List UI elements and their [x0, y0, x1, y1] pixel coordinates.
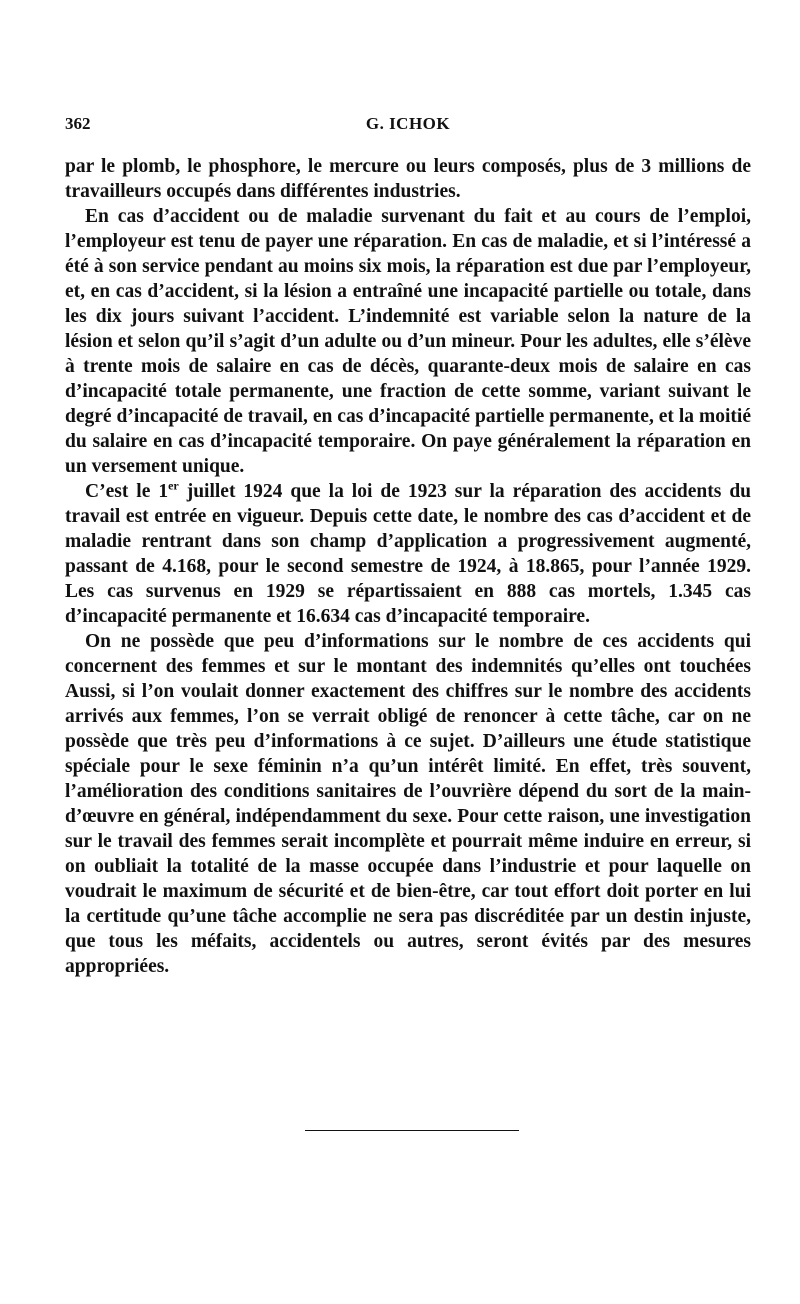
section-end-rule: [305, 1130, 519, 1131]
paragraph-women-accidents: On ne possède que peu d’informations sur le nombre de ces accidents qui concernent des femmes et sur le montant des indemnités qu’elles ont touchées Aussi, si l’on voulait donner exactement des chiffres sur le nombre des accidents arrivés aux femmes, l’on se verrait obligé de renoncer à cette tâche, car on ne possède que très peu d’informations à ce sujet. D’ailleurs une étude statistique spéciale pour le sexe féminin n’a qu’un intérêt limité. En effet, très souvent, l’amélioration des conditions sanitaires de l’ouvrière dépend du sort de la main-d’œuvre en général, indépendamment du sexe. Pour cette raison, une investigation sur le travail des femmes serait incomplète et pourrait même induire en erreur, si on oubliait la totalité de la masse occupée dans l’industrie et pour laquelle on voudrait le maximum de sécurité et de bien-être, car tout effort doit porter en lui la certitude qu’une tâche accomplie ne sera pas discréditée par un destin injuste, que tous les méfaits, accidentels ou autres, seront évités par des mesures appropriées.: [65, 631, 751, 977]
page-number: 362: [65, 114, 91, 133]
document-page: [65, 114, 751, 979]
running-title: G. ICHOK: [365, 114, 451, 133]
paragraph-law-1923: [65, 479, 751, 629]
ordinal-superscript: er: [168, 478, 179, 493]
paragraph-law-1923-rest: juillet 1924 que la loi de 1923 sur la réparation des accidents du travail est entrée en vigueur. Depuis cette date, le nombre des cas d’accident et de maladie rentrant dans son champ d’application a progressivement augmenté, passant de 4.168, pour le second semestre de 1924, à 18.865, pour l’année 1929. Les cas survenus en 1929 se répartissaient en 888 cas mortels, 1.345 cas d’incapacité permanente et 16.634 cas d’incapacité temporaire.: [65, 481, 752, 627]
body-text: [65, 154, 751, 979]
paragraph-compensation-rules: En cas d’accident ou de maladie survenant du fait et au cours de l’emploi, l’employeur est tenu de payer une réparation. En cas de maladie, et si l’intéressé a été à son service pendant au moins six mois, la réparation est due par l’employeur, et, en cas d’accident, si la lésion a entraîné une incapacité partielle ou totale, dans les dix jours suivant l’accident. L’indemnité est variable selon la nature de la lésion et selon qu’il s’agit d’un adulte ou d’un mineur. Pour les adultes, elle s’élève à trente mois de salaire en cas de décès, quarante-deux mois de salaire en cas d’incapacité totale permanente, une fraction de cette somme, variant suivant le degré d’incapacité de travail, en cas d’incapacité partielle permanente, et la moitié du salaire en cas d’incapacité temporaire. On paye généralement la réparation en un versement unique.: [65, 206, 751, 477]
running-header: [65, 114, 751, 138]
paragraph-continued: par le plomb, le phosphore, le mercure ou leurs composés, plus de 3 millions de travailleurs occupés dans différentes industries.: [65, 156, 751, 202]
paragraph-law-1923-start: C’est le 1: [85, 481, 169, 502]
